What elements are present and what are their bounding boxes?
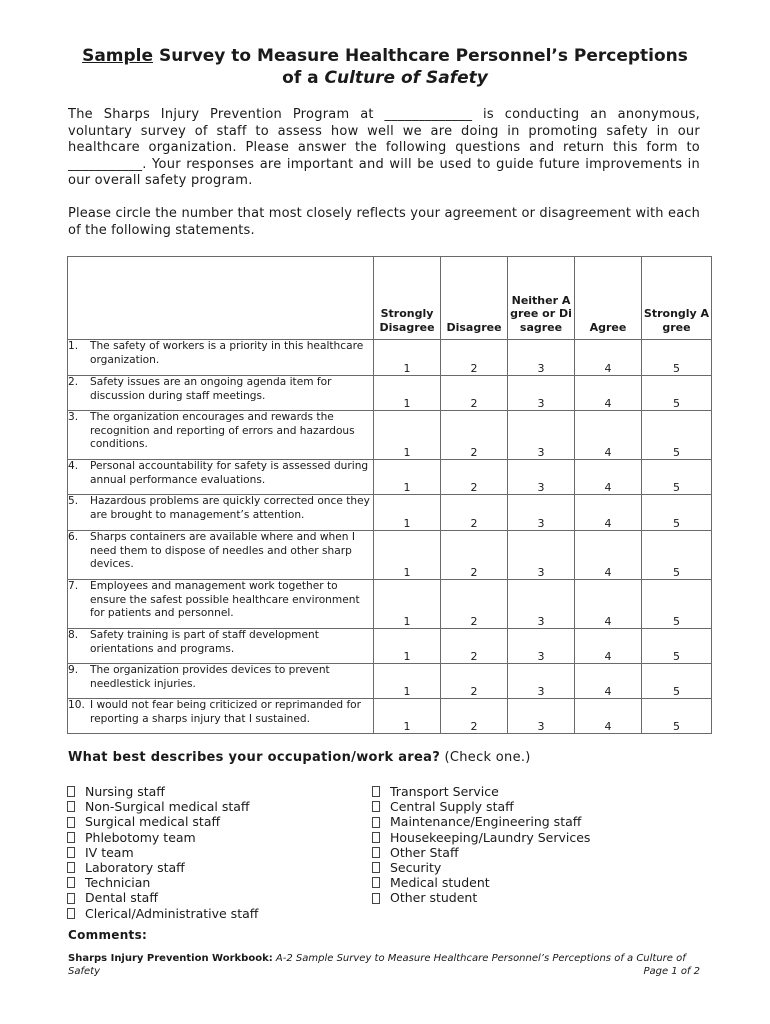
score-disagree[interactable]: 2 — [441, 580, 508, 629]
statement-cell — [68, 531, 374, 580]
occupation-options-left — [66, 784, 258, 921]
statement-cell — [68, 376, 374, 411]
occupation-option-label: Dental staff — [85, 890, 158, 906]
occupation-option-label: Laboratory staff — [85, 860, 185, 876]
score-strongly-agree[interactable]: 5 — [642, 340, 712, 376]
occupation-option-label: Clerical/Administrative staff — [85, 905, 259, 921]
title-line2-prefix: of a — [282, 68, 325, 88]
score-neither[interactable]: 3 — [508, 411, 575, 460]
table-header-row — [68, 257, 712, 340]
checkbox-icon[interactable] — [372, 847, 380, 858]
score-disagree[interactable]: 2 — [441, 699, 508, 734]
occupation-option-label: Phlebotomy team — [85, 829, 196, 845]
occupation-option-label: Surgical medical staff — [85, 814, 221, 830]
survey-row — [68, 629, 712, 664]
header-strongly-agree: Strongly Agree — [642, 257, 712, 340]
occupation-option-label: Housekeeping/Laundry Services — [390, 829, 591, 845]
statement-text: The organization provides devices to prevent needlestick injuries. — [90, 664, 330, 690]
survey-row — [68, 531, 712, 580]
title-sample-word: Sample — [82, 46, 154, 66]
score-disagree[interactable]: 2 — [441, 495, 508, 531]
score-strongly-disagree[interactable]: 1 — [374, 580, 441, 629]
score-strongly-agree[interactable]: 5 — [642, 664, 712, 699]
checkbox-icon[interactable] — [372, 817, 380, 828]
checkbox-icon[interactable] — [67, 847, 75, 858]
occupation-option-label: Security — [390, 860, 442, 876]
header-disagree: Disagree — [441, 257, 508, 340]
score-agree[interactable]: 4 — [575, 376, 642, 411]
statement-text: The safety of workers is a priority in this healthcare organization. — [90, 340, 364, 366]
occupation-options-right — [371, 784, 590, 906]
checkbox-icon[interactable] — [67, 786, 75, 797]
survey-row — [68, 664, 712, 699]
statement-cell — [68, 664, 374, 699]
checkbox-icon[interactable] — [372, 877, 380, 888]
score-disagree[interactable]: 2 — [441, 629, 508, 664]
statement-text: The organization encourages and rewards the recognition and reporting of errors and hazardous conditions. — [90, 411, 355, 451]
agreement-table — [67, 256, 712, 734]
occupation-option[interactable] — [66, 906, 258, 921]
statement-number: 8. — [68, 629, 79, 641]
statement-text: Sharps containers are available where and when I need them to dispose of needles and other sharp devices. — [90, 531, 355, 571]
survey-row — [68, 699, 712, 734]
score-disagree[interactable]: 2 — [441, 664, 508, 699]
survey-row — [68, 411, 712, 460]
occupation-option-label: IV team — [85, 844, 134, 860]
score-strongly-agree[interactable]: 5 — [642, 699, 712, 734]
score-neither[interactable]: 3 — [508, 580, 575, 629]
survey-row — [68, 340, 712, 376]
statement-text: Personal accountability for safety is assessed during annual performance evaluations. — [90, 460, 369, 486]
occupation-option[interactable] — [371, 814, 590, 829]
score-strongly-agree[interactable]: 5 — [642, 460, 712, 495]
score-disagree[interactable]: 2 — [441, 376, 508, 411]
occupation-option[interactable] — [66, 845, 258, 860]
title-culture-of-safety: Culture of Safety — [324, 68, 488, 88]
statement-text: Hazardous problems are quickly corrected once they are brought to management’s attention. — [90, 495, 370, 521]
score-neither[interactable]: 3 — [508, 699, 575, 734]
title-rest: Survey to Measure Healthcare Personnel’s Perceptions — [153, 46, 688, 66]
score-agree[interactable]: 4 — [575, 629, 642, 664]
score-strongly-agree[interactable]: 5 — [642, 411, 712, 460]
checkbox-icon[interactable] — [372, 801, 380, 812]
statement-number: 3. — [68, 411, 79, 423]
score-disagree[interactable]: 2 — [441, 340, 508, 376]
comments-label: Comments: — [68, 928, 148, 942]
page-number: Page 1 of 2 — [643, 966, 700, 977]
score-strongly-disagree[interactable]: 1 — [374, 664, 441, 699]
intro-paragraph: The Sharps Injury Prevention Program at _____________ is conducting an anonymous, voluntary survey of staff to assess how well we are doing in promoting safety in our healthcare organization. Please answer the following questions and return this form to ___________. Your responses are important and will be used to guide future improvements in our overall safety program. — [68, 107, 700, 188]
statement-number: 2. — [68, 376, 79, 388]
footer-line2: Safety — [68, 966, 100, 977]
survey-row — [68, 460, 712, 495]
occupation-option[interactable] — [371, 830, 590, 845]
checkbox-icon[interactable] — [67, 832, 75, 843]
header-neither: Neither Agree or Disagree — [508, 257, 575, 340]
checkbox-icon[interactable] — [372, 893, 380, 904]
survey-row — [68, 495, 712, 531]
score-neither[interactable]: 3 — [508, 460, 575, 495]
footer-workbook-title: Sharps Injury Prevention Workbook: — [68, 953, 273, 964]
score-agree[interactable]: 4 — [575, 460, 642, 495]
score-agree[interactable]: 4 — [575, 411, 642, 460]
page-title — [60, 45, 710, 89]
statement-cell — [68, 699, 374, 734]
statement-text: Employees and management work together to ensure the safest possible healthcare environment for patients and personnel. — [90, 580, 360, 620]
score-neither[interactable]: 3 — [508, 531, 575, 580]
score-strongly-disagree[interactable]: 1 — [374, 531, 441, 580]
occupation-option-label: Other Staff — [390, 844, 459, 860]
score-agree[interactable]: 4 — [575, 699, 642, 734]
score-strongly-agree[interactable]: 5 — [642, 580, 712, 629]
score-strongly-agree[interactable]: 5 — [642, 376, 712, 411]
score-neither[interactable]: 3 — [508, 340, 575, 376]
occupation-question — [68, 750, 531, 765]
score-agree[interactable]: 4 — [575, 580, 642, 629]
footer-document-title: A-2 Sample Survey to Measure Healthcare Personnel’s Perceptions of a Culture of — [272, 953, 686, 964]
header-agree: Agree — [575, 257, 642, 340]
occupation-hint: (Check one.) — [440, 750, 531, 765]
score-neither[interactable]: 3 — [508, 629, 575, 664]
score-strongly-disagree[interactable]: 1 — [374, 495, 441, 531]
statement-cell — [68, 580, 374, 629]
score-neither[interactable]: 3 — [508, 664, 575, 699]
instruction-paragraph: Please circle the number that most closely reflects your agreement or disagreement with each of the following statements. — [68, 206, 700, 238]
checkbox-icon[interactable] — [372, 832, 380, 843]
statement-cell — [68, 495, 374, 531]
checkbox-icon[interactable] — [67, 908, 75, 919]
survey-row — [68, 580, 712, 629]
statement-number: 4. — [68, 460, 79, 472]
score-agree[interactable]: 4 — [575, 495, 642, 531]
occupation-option[interactable] — [371, 875, 590, 890]
occupation-option[interactable] — [66, 799, 258, 814]
statement-text: Safety issues are an ongoing agenda item for discussion during staff meetings. — [90, 376, 332, 402]
statement-cell — [68, 460, 374, 495]
survey-row — [68, 376, 712, 411]
score-strongly-disagree[interactable]: 1 — [374, 411, 441, 460]
statement-text: I would not fear being criticized or reprimanded for reporting a sharps injury that I sustained. — [90, 699, 362, 725]
score-strongly-agree[interactable]: 5 — [642, 531, 712, 580]
statement-number: 1. — [68, 340, 79, 352]
score-agree[interactable]: 4 — [575, 664, 642, 699]
score-strongly-disagree[interactable]: 1 — [374, 376, 441, 411]
occupation-option-label: Technician — [85, 875, 151, 891]
footer — [68, 952, 700, 978]
statement-number: 9. — [68, 664, 79, 676]
score-strongly-disagree[interactable]: 1 — [374, 699, 441, 734]
score-disagree[interactable]: 2 — [441, 531, 508, 580]
occupation-option-label: Nursing staff — [85, 784, 165, 799]
statement-cell — [68, 629, 374, 664]
occupation-option-label: Non-Surgical medical staff — [85, 799, 250, 815]
occupation-option[interactable] — [66, 784, 258, 799]
statement-number: 6. — [68, 531, 79, 543]
occupation-option-label: Transport Service — [390, 784, 499, 799]
score-disagree[interactable]: 2 — [441, 411, 508, 460]
checkbox-icon[interactable] — [372, 786, 380, 797]
occupation-option[interactable] — [66, 890, 258, 905]
score-agree[interactable]: 4 — [575, 531, 642, 580]
statement-cell — [68, 411, 374, 460]
score-disagree[interactable]: 2 — [441, 460, 508, 495]
occupation-question-text: What best describes your occupation/work area? — [68, 750, 441, 765]
occupation-option-label: Maintenance/Engineering staff — [390, 814, 582, 830]
statement-number: 5. — [68, 495, 79, 507]
occupation-option[interactable] — [66, 875, 258, 890]
occupation-option[interactable] — [66, 830, 258, 845]
header-strongly-disagree: Strongly Disagree — [374, 257, 441, 340]
checkbox-icon[interactable] — [67, 877, 75, 888]
occupation-option[interactable] — [66, 814, 258, 829]
checkbox-icon[interactable] — [67, 893, 75, 904]
statement-header — [68, 257, 374, 340]
checkbox-icon[interactable] — [67, 817, 75, 828]
occupation-option-label: Other student — [390, 890, 478, 906]
occupation-option[interactable] — [371, 890, 590, 905]
occupation-option[interactable] — [371, 845, 590, 860]
score-strongly-disagree[interactable]: 1 — [374, 460, 441, 495]
statement-cell — [68, 340, 374, 376]
occupation-option[interactable] — [371, 784, 590, 799]
checkbox-icon[interactable] — [67, 862, 75, 873]
occupation-option[interactable] — [371, 799, 590, 814]
occupation-option[interactable] — [371, 860, 590, 875]
occupation-option-label: Medical student — [390, 875, 490, 891]
statement-number: 10. — [68, 699, 85, 711]
score-strongly-agree[interactable]: 5 — [642, 495, 712, 531]
occupation-option[interactable] — [66, 860, 258, 875]
occupation-option-label: Central Supply staff — [390, 799, 514, 815]
score-neither[interactable]: 3 — [508, 495, 575, 531]
statement-text: Safety training is part of staff development orientations and programs. — [90, 629, 319, 655]
score-strongly-agree[interactable]: 5 — [642, 629, 712, 664]
score-neither[interactable]: 3 — [508, 376, 575, 411]
checkbox-icon[interactable] — [67, 801, 75, 812]
score-strongly-disagree[interactable]: 1 — [374, 629, 441, 664]
score-agree[interactable]: 4 — [575, 340, 642, 376]
checkbox-icon[interactable] — [372, 862, 380, 873]
score-strongly-disagree[interactable]: 1 — [374, 340, 441, 376]
statement-number: 7. — [68, 580, 79, 592]
